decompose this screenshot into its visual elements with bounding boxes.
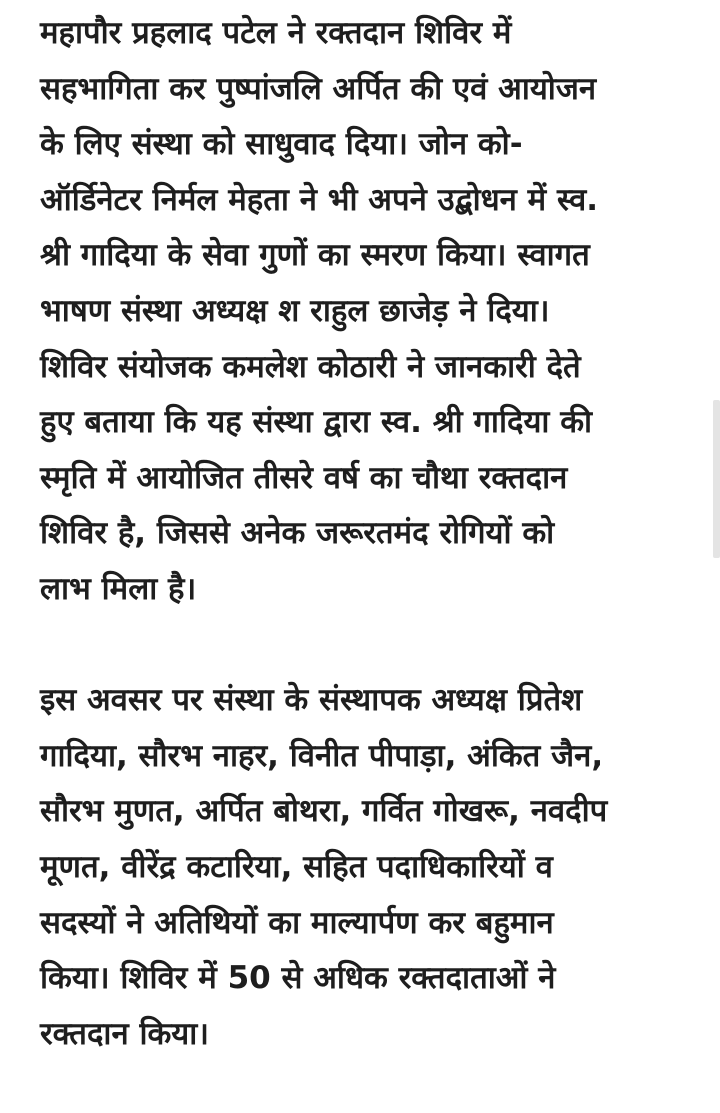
text-line: हुए बताया कि यह संस्था द्वारा स्व. श्री गादिया की xyxy=(40,404,593,441)
text-line: के लिए संस्था को साधुवाद दिया। जोन को- xyxy=(40,126,523,163)
text-line: ऑर्डिनेटर निर्मल मेहता ने भी अपने उद्बोधन में स्व. xyxy=(40,181,599,218)
text-line: लाभ मिला है। xyxy=(40,570,197,607)
text-line: भाषण संस्था अध्यक्ष श राहुल छाजेड़ ने दिया। xyxy=(40,292,550,329)
text-line: सहभागिता कर पुष्पांजलि अर्पित की एवं आयोजन xyxy=(40,70,597,107)
text-line: इस अवसर पर संस्था के संस्थापक अध्यक्ष प्रितेश xyxy=(40,682,583,719)
text-line: शिविर संयोजक कमलेश कोठारी ने जानकारी देते xyxy=(40,348,581,385)
text-line: शिविर है, जिससे अनेक जरूरतमंद रोगियों को xyxy=(40,515,555,552)
text-line: गादिया, सौरभ नाहर, विनीत पीपाड़ा, अंकित जैन, xyxy=(40,737,604,774)
article-body xyxy=(40,6,708,1062)
paragraph-blood-donation-camp xyxy=(40,6,708,618)
text-line: किया। शिविर में 50 से अधिक रक्तदाताओं ने xyxy=(40,960,556,997)
text-line: सौरभ मुणत, अर्पित बोथरा, गर्वित गोखरू, नवदीप xyxy=(40,793,608,830)
text-line: सदस्यों ने अतिथियों का माल्यार्पण कर बहुमान xyxy=(40,904,554,941)
text-line: स्मृति में आयोजित तीसरे वर्ष का चौथा रक्तदान xyxy=(40,459,568,496)
paragraph-felicitation xyxy=(40,673,708,1062)
text-line: मूणत, वीरेंद्र कटारिया, सहित पदाधिकारियों व xyxy=(40,848,553,885)
text-line: रक्तदान किया। xyxy=(40,1015,210,1052)
text-line: महापौर प्रहलाद पटेल ने रक्तदान शिविर में xyxy=(40,15,512,51)
text-line: श्री गादिया के सेवा गुणों का स्मरण किया। स्वागत xyxy=(40,237,590,274)
scrollbar-thumb[interactable] xyxy=(713,400,720,558)
paragraph-spacer xyxy=(40,618,708,674)
